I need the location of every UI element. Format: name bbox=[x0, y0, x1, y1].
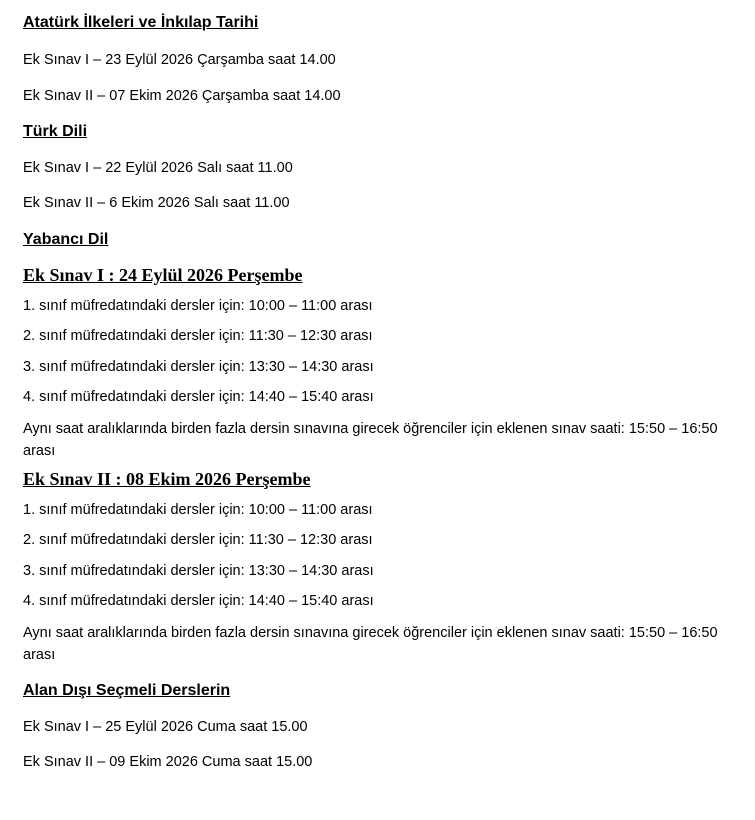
yabanci-dil-exam-1-row: 1. sınıf müfredatındaki dersler için: 10:00 – 11:00 arası bbox=[23, 298, 373, 314]
section-title-alan-disi: Alan Dışı Seçmeli Derslerin bbox=[23, 682, 231, 699]
turk-dili-exam-2: Ek Sınav II – 6 Ekim 2026 Salı saat 11.00 bbox=[23, 195, 290, 211]
yabanci-dil-exam-1-heading: Ek Sınav I : 24 Eylül 2026 Perşembe bbox=[23, 265, 303, 285]
ataturk-exam-2: Ek Sınav II – 07 Ekim 2026 Çarşamba saat 14.00 bbox=[23, 88, 341, 104]
alan-disi-exam-1: Ek Sınav I – 25 Eylül 2026 Cuma saat 15.00 bbox=[23, 719, 308, 735]
section-title-ataturk: Atatürk İlkeleri ve İnkılap Tarihi bbox=[23, 14, 259, 31]
yabanci-dil-exam-2-row: 3. sınıf müfredatındaki dersler için: 13:30 – 14:30 arası bbox=[23, 563, 374, 579]
ataturk-exam-1: Ek Sınav I – 23 Eylül 2026 Çarşamba saat 14.00 bbox=[23, 52, 336, 68]
yabanci-dil-exam-1-row: 2. sınıf müfredatındaki dersler için: 11:30 – 12:30 arası bbox=[23, 328, 373, 344]
yabanci-dil-exam-1-row: 3. sınıf müfredatındaki dersler için: 13:30 – 14:30 arası bbox=[23, 359, 374, 375]
section-title-yabanci-dil: Yabancı Dil bbox=[23, 231, 109, 248]
yabanci-dil-exam-2-row: 4. sınıf müfredatındaki dersler için: 14:40 – 15:40 arası bbox=[23, 593, 374, 609]
turk-dili-exam-1: Ek Sınav I – 22 Eylül 2026 Salı saat 11.00 bbox=[23, 160, 293, 176]
alan-disi-exam-2: Ek Sınav II – 09 Ekim 2026 Cuma saat 15.00 bbox=[23, 754, 313, 770]
section-title-turk-dili: Türk Dili bbox=[23, 123, 88, 140]
yabanci-dil-exam-1-row: 4. sınıf müfredatındaki dersler için: 14:40 – 15:40 arası bbox=[23, 389, 374, 405]
yabanci-dil-exam-2-row: 2. sınıf müfredatındaki dersler için: 11:30 – 12:30 arası bbox=[23, 532, 373, 548]
yabanci-dil-exam-1-note: Aynı saat aralıklarında birden fazla dersin sınavına girecek öğrenciler için eklenen sınav saati: 15:50 – 16:50 arası bbox=[23, 421, 718, 459]
yabanci-dil-exam-2-note: Aynı saat aralıklarında birden fazla dersin sınavına girecek öğrenciler için eklenen sınav saati: 15:50 – 16:50 arası bbox=[23, 625, 718, 663]
yabanci-dil-exam-2-heading: Ek Sınav II : 08 Ekim 2026 Perşembe bbox=[23, 469, 311, 489]
yabanci-dil-exam-2-row: 1. sınıf müfredatındaki dersler için: 10:00 – 11:00 arası bbox=[23, 502, 373, 518]
